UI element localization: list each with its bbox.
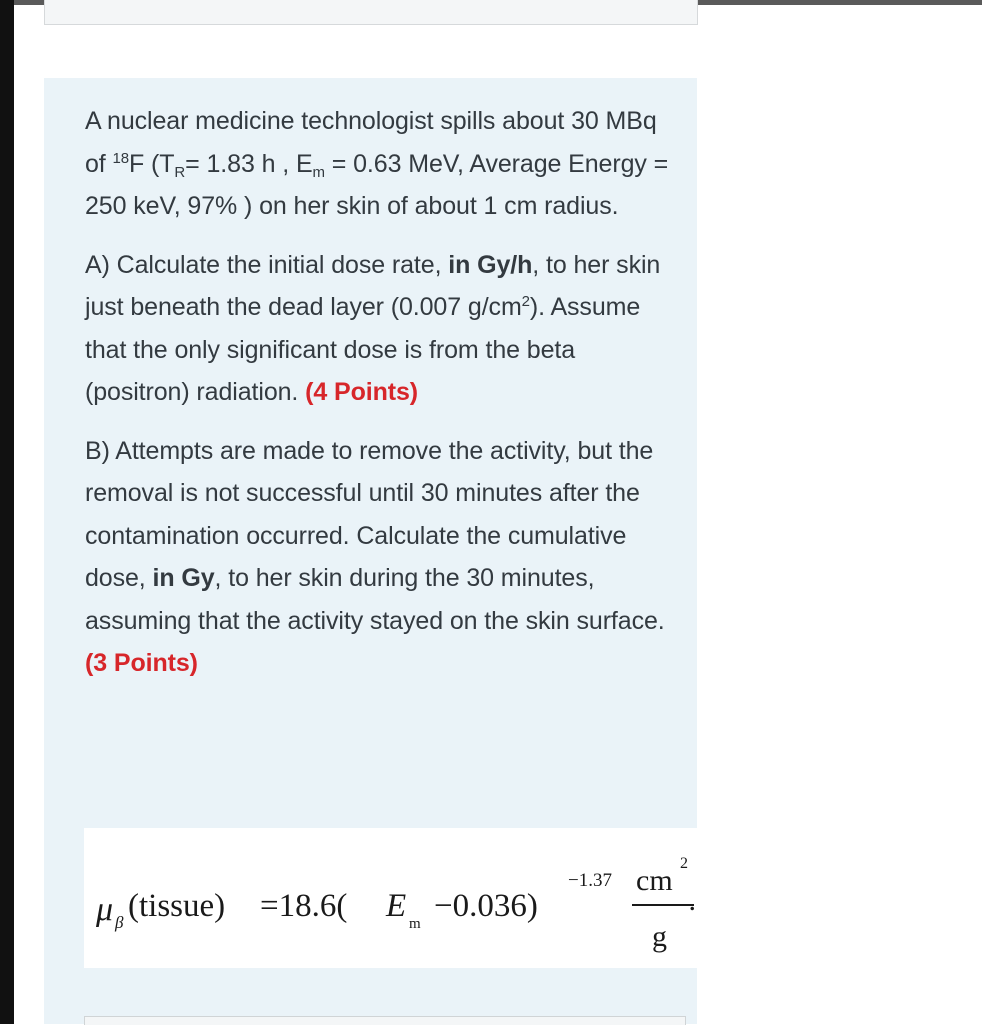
mu-symbol: μ [96, 891, 114, 928]
attenuation-formula [84, 828, 698, 968]
formula-period: . [688, 884, 696, 917]
unit-numerator-superscript: 2 [680, 855, 688, 872]
formula-energy: E [386, 888, 407, 924]
subscript-r: R [174, 163, 186, 181]
formula-tissue: (tissue) [128, 888, 226, 924]
part-b-text: B) Attempts are made to remove the activity, but the removal is not successful until 30 minutes after the contamination occurred. Calculate the cumulative dose, [85, 436, 654, 592]
part-a-unit: in Gy/h [448, 250, 533, 279]
intro-text: A nuclear medicine technologist spills about 30 MBq of [85, 107, 657, 178]
subscript-m: m [312, 163, 325, 181]
intro-text: = 1.83 h , E [185, 149, 313, 178]
question-text [85, 100, 670, 701]
part-b-paragraph [85, 430, 670, 685]
part-b-text: , to her skin during the 30 minutes, assuming that the activity stayed on the skin surface. [85, 564, 665, 635]
part-a-points: (4 Points) [305, 378, 419, 406]
formula-box [84, 828, 698, 968]
part-a-text: , to her skin just beneath the dead layer (0.007 g/cm [85, 250, 661, 321]
formula-coefficient: =18.6( [260, 888, 348, 924]
intro-paragraph [85, 100, 670, 228]
formula-constant: −0.036) [434, 888, 538, 924]
part-a-paragraph [85, 244, 670, 414]
formula-energy-subscript: m [409, 916, 421, 932]
unit-numerator: cm [636, 864, 673, 897]
beta-subscript: β [115, 913, 124, 932]
part-b-points: (3 Points) [85, 649, 198, 677]
intro-text: = 0.63 MeV, Average Energy = 250 keV, 97% ) on her skin of about 1 cm radius. [85, 149, 669, 220]
left-dark-edge [0, 0, 14, 1024]
previous-content-box [44, 0, 698, 25]
intro-text: F (T [129, 149, 175, 178]
superscript-2: 2 [521, 293, 530, 310]
part-a-text: ). Assume that the only significant dose is from the beta (positron) radiation. [85, 293, 641, 406]
formula-exponent: −1.37 [568, 870, 612, 891]
unit-denominator: g [652, 920, 667, 953]
isotope-mass-number: 18 [112, 149, 129, 167]
part-a-text: A) Calculate the initial dose rate, [85, 250, 449, 279]
part-b-unit: in Gy [152, 564, 215, 592]
